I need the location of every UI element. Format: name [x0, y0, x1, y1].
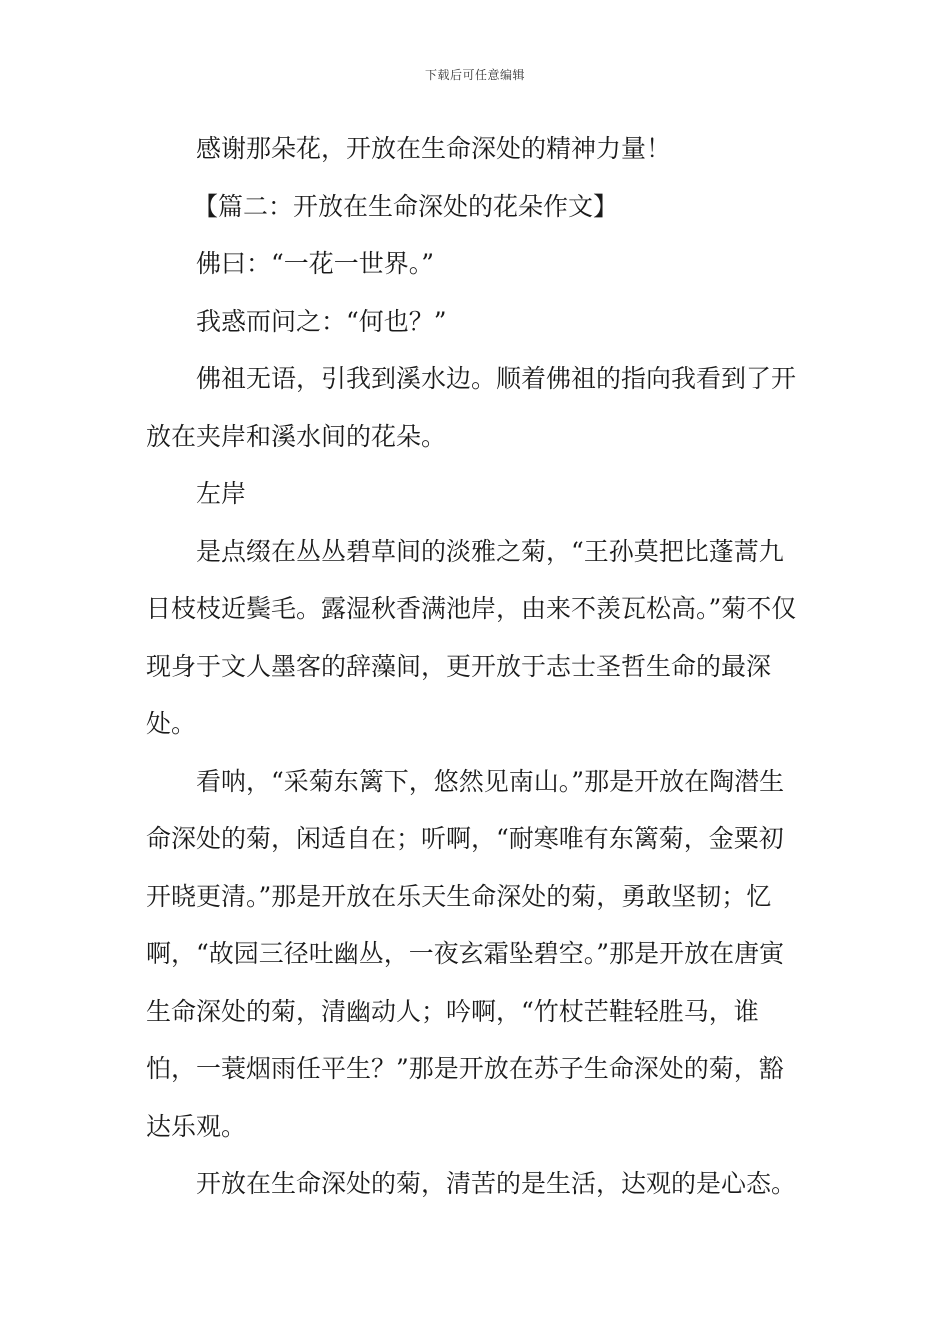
- paragraph-5: 左岸: [196, 479, 247, 508]
- paragraph-7: 看呐，“采菊东篱下，悠然见南山。”那是开放在陶潜生命深处的菊，闲适自在；听啊，“耐寒唯有东篱菊，金粟初开晓更清。”那是开放在乐天生命深处的菊，勇敢坚韧；忆啊，“故园三径吐幽丛，一夜玄霜坠碧空。”那是开放在唐寅生命深处的菊，清幽动人；吟啊，“竹杖芒鞋轻胜马，谁怕，一蓑烟雨任平生？”那是开放在苏子生命深处的菊，豁达乐观。: [146, 766, 785, 1141]
- header-note: 下载后可任意编辑: [424, 68, 525, 82]
- document-body: [146, 120, 806, 1213]
- paragraph-2: 佛曰：“一花一世界。”: [196, 249, 435, 278]
- paragraph-4: 佛祖无语，引我到溪水边。顺着佛祖的指向我看到了开放在夹岸和溪水间的花朵。: [146, 364, 797, 451]
- paragraph-1: 感谢那朵花，开放在生命深处的精神力量！: [196, 134, 672, 163]
- section-heading: 【篇二：开放在生命深处的花朵作文】: [193, 191, 619, 221]
- paragraph-8: 开放在生命深处的菊，清苦的是生活，达观的是心态。: [196, 1169, 797, 1198]
- paragraph-6: 是点缀在丛丛碧草间的淡雅之菊，“王孙莫把比蓬蒿九日枝枝近鬓毛。露湿秋香满池岸，由来不羡瓦松高。”菊不仅现身于文人墨客的辞藻间，更开放于志士圣哲生命的最深处。: [146, 536, 797, 738]
- paragraph-3: 我惑而问之：“何也？”: [196, 306, 447, 336]
